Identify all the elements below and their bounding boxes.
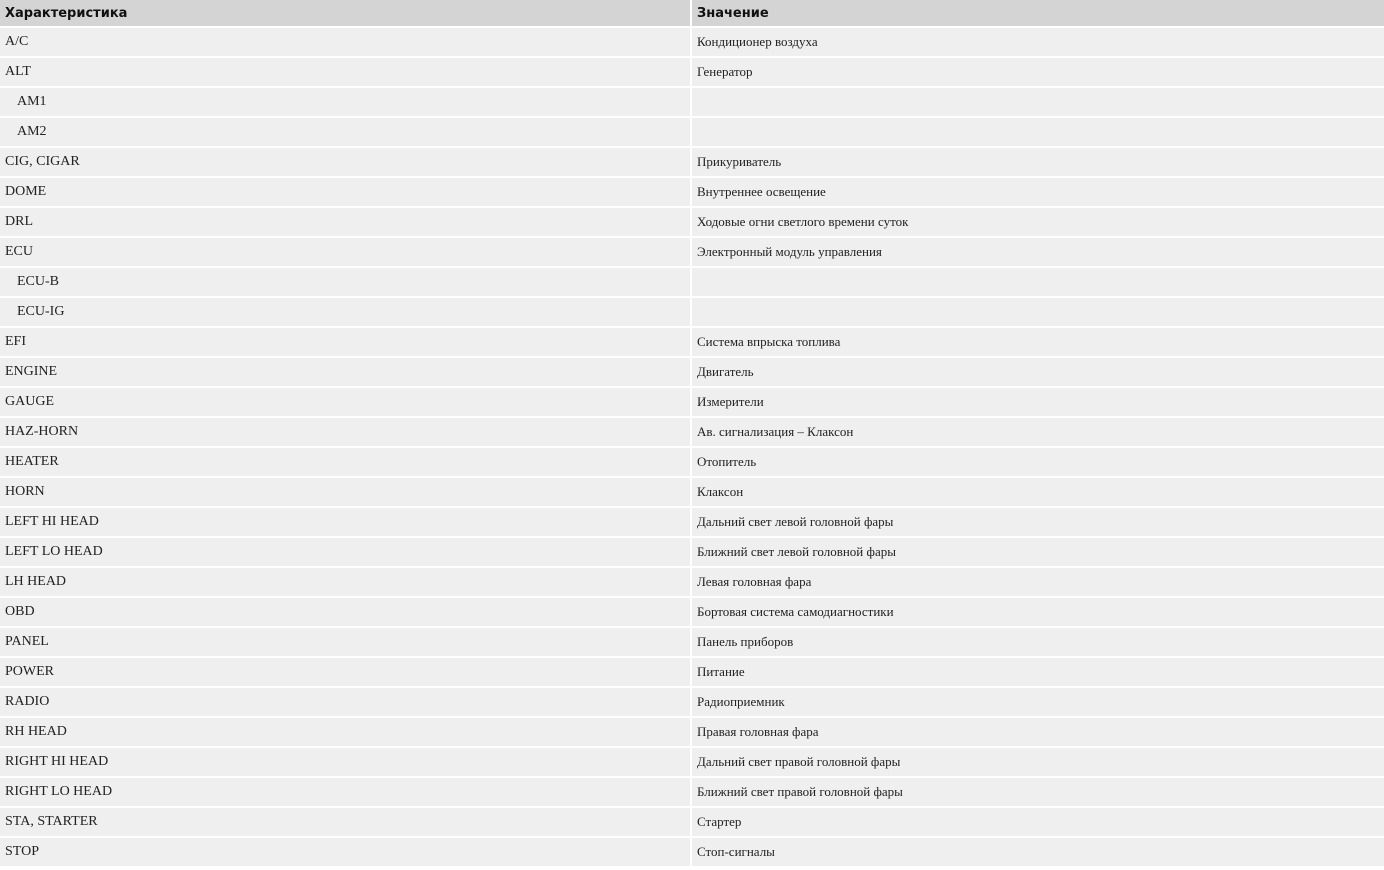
cell-characteristic: LH HEAD (0, 568, 692, 598)
cell-characteristic: STA, STARTER (0, 808, 692, 838)
cell-value: Бортовая система самодиагностики (692, 598, 1384, 628)
cell-characteristic: HEATER (0, 448, 692, 478)
table-row (0, 808, 1384, 838)
cell-characteristic: GAUGE (0, 388, 692, 418)
table-row (0, 448, 1384, 478)
table-row (0, 478, 1384, 508)
cell-value: Клаксон (692, 478, 1384, 508)
table-row (0, 88, 1384, 118)
cell-value: Система впрыска топлива (692, 328, 1384, 358)
table-row (0, 58, 1384, 88)
cell-characteristic: STOP (0, 838, 692, 868)
cell-characteristic: ECU-B (0, 268, 692, 298)
cell-characteristic: RADIO (0, 688, 692, 718)
table-row (0, 718, 1384, 748)
cell-characteristic: RIGHT HI HEAD (0, 748, 692, 778)
cell-value (692, 118, 1384, 148)
table-row (0, 328, 1384, 358)
cell-value: Ходовые огни светлого времени суток (692, 208, 1384, 238)
cell-characteristic: POWER (0, 658, 692, 688)
cell-value: Правая головная фара (692, 718, 1384, 748)
table-row (0, 268, 1384, 298)
cell-value: Левая головная фара (692, 568, 1384, 598)
cell-value: Измерители (692, 388, 1384, 418)
cell-characteristic: EFI (0, 328, 692, 358)
table-row (0, 388, 1384, 418)
cell-value: Дальний свет правой головной фары (692, 748, 1384, 778)
cell-value: Стартер (692, 808, 1384, 838)
table-row (0, 838, 1384, 868)
cell-characteristic: DOME (0, 178, 692, 208)
table-row (0, 118, 1384, 148)
cell-value: Электронный модуль управления (692, 238, 1384, 268)
cell-value: Внутреннее освещение (692, 178, 1384, 208)
cell-value: Питание (692, 658, 1384, 688)
cell-value: Стоп-сигналы (692, 838, 1384, 868)
cell-value: Панель приборов (692, 628, 1384, 658)
cell-characteristic: ALT (0, 58, 692, 88)
cell-characteristic: RIGHT LO HEAD (0, 778, 692, 808)
cell-characteristic: PANEL (0, 628, 692, 658)
cell-characteristic: LEFT HI HEAD (0, 508, 692, 538)
cell-value: Ближний свет правой головной фары (692, 778, 1384, 808)
cell-value: Кондиционер воздуха (692, 28, 1384, 58)
table-row (0, 28, 1384, 58)
table-row (0, 598, 1384, 628)
cell-characteristic: LEFT LO HEAD (0, 538, 692, 568)
cell-characteristic: AM1 (0, 88, 692, 118)
table-row (0, 148, 1384, 178)
cell-value (692, 268, 1384, 298)
cell-characteristic: ECU-IG (0, 298, 692, 328)
table-row (0, 538, 1384, 568)
cell-value (692, 298, 1384, 328)
table-row (0, 208, 1384, 238)
table-row (0, 658, 1384, 688)
cell-value: Ав. сигнализация – Клаксон (692, 418, 1384, 448)
table-row (0, 298, 1384, 328)
cell-characteristic: HAZ-HORN (0, 418, 692, 448)
cell-value (692, 88, 1384, 118)
cell-value: Отопитель (692, 448, 1384, 478)
table-row (0, 508, 1384, 538)
cell-characteristic: ECU (0, 238, 692, 268)
table-row (0, 238, 1384, 268)
cell-value: Радиоприемник (692, 688, 1384, 718)
table-header-row (0, 0, 1384, 28)
cell-value: Ближний свет левой головной фары (692, 538, 1384, 568)
cell-value: Генератор (692, 58, 1384, 88)
cell-characteristic: DRL (0, 208, 692, 238)
cell-characteristic: CIG, CIGAR (0, 148, 692, 178)
column-header-characteristic: Характеристика (0, 0, 692, 28)
cell-characteristic: AM2 (0, 118, 692, 148)
cell-value: Дальний свет левой головной фары (692, 508, 1384, 538)
cell-characteristic: OBD (0, 598, 692, 628)
cell-characteristic: A/C (0, 28, 692, 58)
column-header-value: Значение (692, 0, 1384, 28)
cell-characteristic: ENGINE (0, 358, 692, 388)
cell-value: Двигатель (692, 358, 1384, 388)
table-row (0, 358, 1384, 388)
table-row (0, 418, 1384, 448)
table-row (0, 748, 1384, 778)
cell-characteristic: RH HEAD (0, 718, 692, 748)
table-body (0, 28, 1384, 868)
cell-value: Прикуриватель (692, 148, 1384, 178)
cell-characteristic: HORN (0, 478, 692, 508)
table-row (0, 628, 1384, 658)
table-row (0, 688, 1384, 718)
table-row (0, 568, 1384, 598)
table-row (0, 778, 1384, 808)
table-row (0, 178, 1384, 208)
